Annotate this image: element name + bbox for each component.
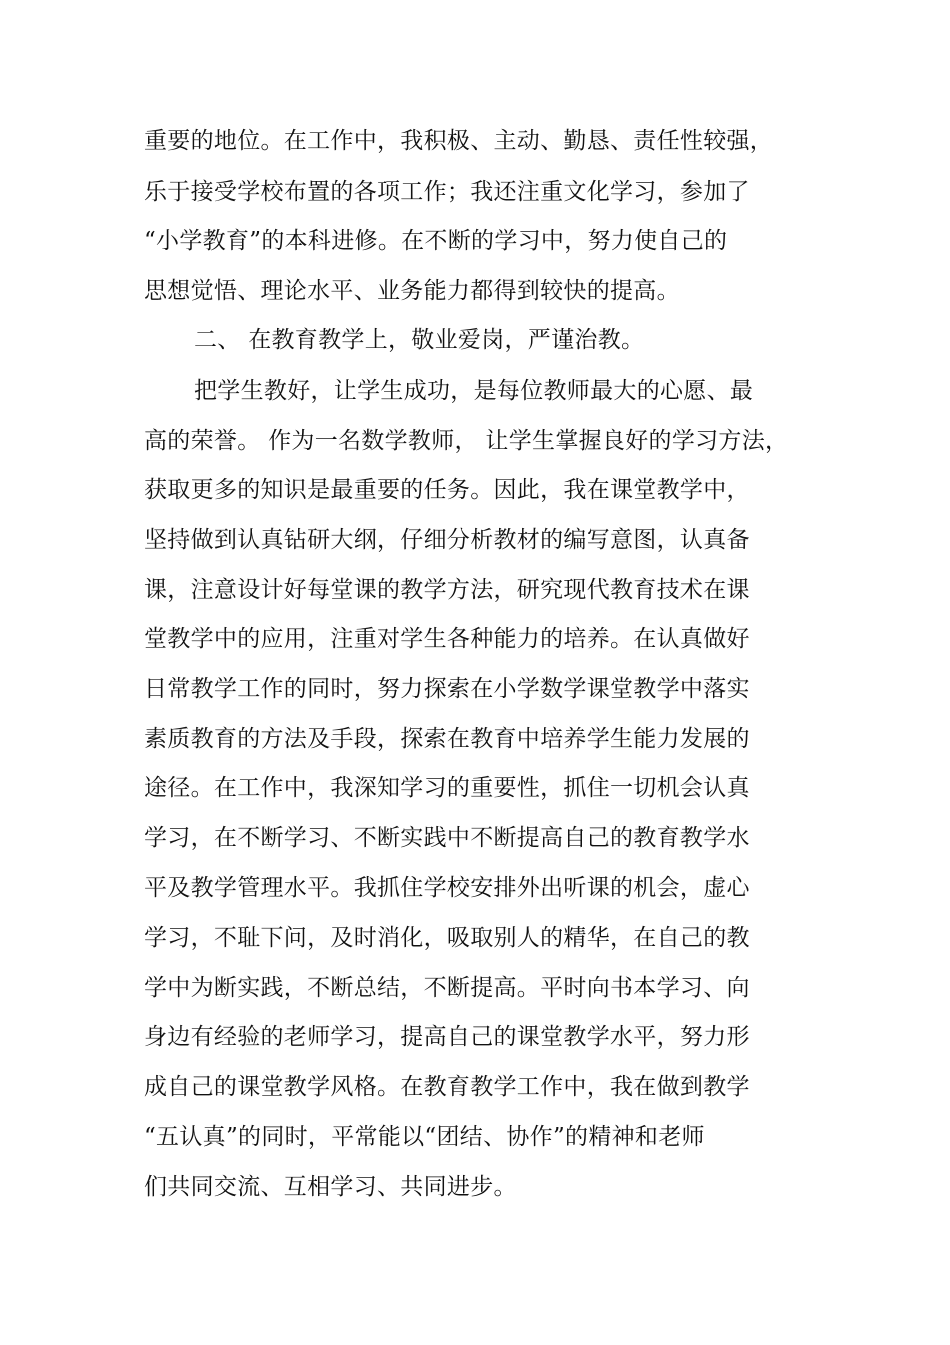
text-line: 乐于接受学校布置的各项工作；我还注重文化学习，参加了 bbox=[144, 179, 750, 205]
text-line: 学中为断实践，不断总结，不断提高。平时向书本学习、向 bbox=[144, 975, 750, 1001]
text-line: 重要的地位。在工作中，我积极、主动、勤恳、责任性较强， bbox=[144, 128, 774, 154]
text-line: 把学生教好，让学生成功，是每位教师最大的心愿、最 bbox=[194, 378, 754, 404]
text-line: 堂教学中的应用，注重对学生各种能力的培养。在认真做好 bbox=[144, 626, 750, 652]
text-line: “小学教育”的本科进修。在不断的学习中，努力使自己的 bbox=[144, 228, 728, 254]
text-line: 坚持做到认真钻研大纲，仔细分析教材的编写意图，认真备 bbox=[144, 527, 750, 553]
text-line: 课，注意设计好每堂课的教学方法，研究现代教育技术在课 bbox=[144, 577, 750, 603]
text-line: 高的荣誉。 作为一名数学教师， 让学生掌握良好的学习方法， bbox=[144, 428, 789, 454]
text-line: 日常教学工作的同时，努力探索在小学数学课堂教学中落实 bbox=[144, 676, 750, 702]
text-line: 获取更多的知识是最重要的任务。因此，我在课堂教学中， bbox=[144, 477, 750, 503]
text-line: 学习，不耻下问，及时消化，吸取别人的精华，在自己的教 bbox=[144, 925, 750, 951]
text-line: 平及教学管理水平。我抓住学校安排外出听课的机会，虚心 bbox=[144, 875, 750, 901]
section-heading: 二、 在教育教学上，敬业爱岗，严谨治教。 bbox=[194, 327, 645, 353]
text-line: 素质教育的方法及手段，探索在教育中培养学生能力发展的 bbox=[144, 726, 750, 752]
text-line: 们共同交流、互相学习、共同进步。 bbox=[144, 1174, 517, 1200]
text-line: 途径。在工作中，我深知学习的重要性，抓住一切机会认真 bbox=[144, 775, 750, 801]
text-line: 身边有经验的老师学习，提高自己的课堂教学水平，努力形 bbox=[144, 1024, 750, 1050]
text-line: 成自己的课堂教学风格。在教育教学工作中，我在做到教学 bbox=[144, 1074, 750, 1100]
text-line: 思想觉悟、理论水平、业务能力都得到较快的提高。 bbox=[144, 278, 680, 304]
text-line: 学习，在不断学习、不断实践中不断提高自己的教育教学水 bbox=[144, 825, 750, 851]
text-line: “五认真”的同时，平常能以“团结、协作”的精神和老师 bbox=[144, 1124, 705, 1150]
